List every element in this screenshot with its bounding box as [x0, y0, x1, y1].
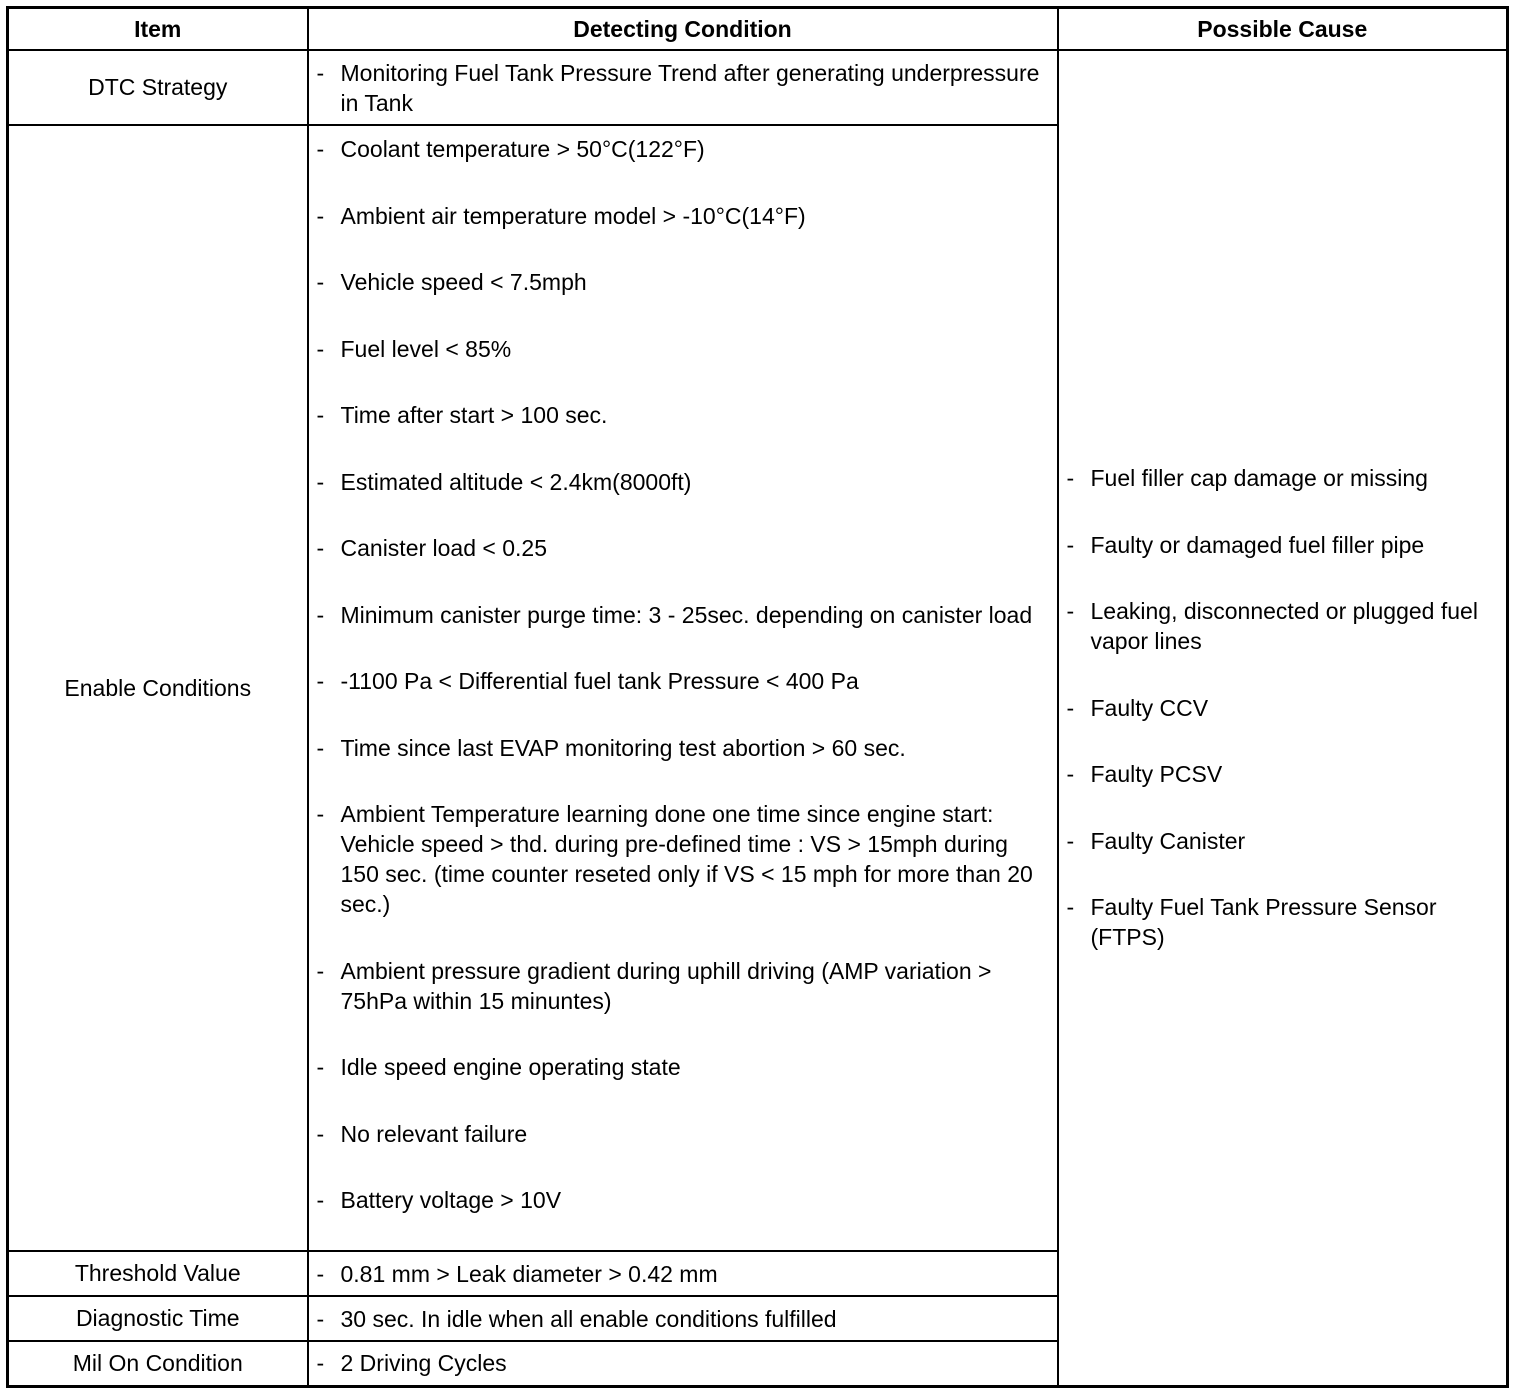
condition-item: - Ambient pressure gradient during uphill driving (AMP variation > 75hPa within 15 minuntes): [317, 956, 1051, 1016]
condition-item: - Vehicle speed < 7.5mph: [317, 267, 1051, 297]
condition-item: - No relevant failure: [317, 1119, 1051, 1149]
cause-item: - Faulty Fuel Tank Pressure Sensor (FTPS): [1067, 892, 1499, 952]
condition-item: - Fuel level < 85%: [317, 334, 1051, 364]
header-item: Item: [8, 8, 308, 51]
condition-threshold-value: [308, 1251, 1058, 1296]
cause-item: - Fuel filler cap damage or missing: [1067, 463, 1499, 493]
condition-item: - Battery voltage > 10V: [317, 1185, 1051, 1215]
header-detecting-condition: Detecting Condition: [308, 8, 1058, 51]
row-dtc-strategy: [8, 50, 1508, 125]
condition-item: - -1100 Pa < Differential fuel tank Pressure < 400 Pa: [317, 666, 1051, 696]
condition-diagnostic-time: [308, 1296, 1058, 1341]
condition-item: - Time since last EVAP monitoring test abortion > 60 sec.: [317, 733, 1051, 763]
item-dtc-strategy: DTC Strategy: [8, 50, 308, 125]
header-possible-cause: Possible Cause: [1058, 8, 1508, 51]
item-threshold-value: Threshold Value: [8, 1251, 308, 1296]
header-row: [8, 8, 1508, 51]
item-mil-on-condition: Mil On Condition: [8, 1341, 308, 1386]
condition-enable-conditions: [308, 125, 1058, 1251]
cause-item: - Leaking, disconnected or plugged fuel vapor lines: [1067, 596, 1499, 656]
condition-item: - Time after start > 100 sec.: [317, 400, 1051, 430]
condition-text: - Monitoring Fuel Tank Pressure Trend after generating underpressure in Tank: [317, 58, 1051, 118]
condition-mil-on-condition: [308, 1341, 1058, 1386]
condition-item: - Minimum canister purge time: 3 - 25sec. depending on canister load: [317, 600, 1051, 630]
condition-dtc-strategy: [308, 50, 1058, 125]
condition-text: - 30 sec. In idle when all enable conditions fulfilled: [317, 1304, 1051, 1334]
cause-item: - Faulty Canister: [1067, 826, 1499, 856]
condition-item: - Canister load < 0.25: [317, 533, 1051, 563]
cause-item: - Faulty CCV: [1067, 693, 1499, 723]
condition-item: - Idle speed engine operating state: [317, 1052, 1051, 1082]
dtc-table: [6, 6, 1509, 1388]
cause-item: - Faulty PCSV: [1067, 759, 1499, 789]
cause-item: - Faulty or damaged fuel filler pipe: [1067, 530, 1499, 560]
possible-cause-cell: [1058, 50, 1508, 1386]
item-enable-conditions: Enable Conditions: [8, 125, 308, 1251]
condition-text: - 0.81 mm > Leak diameter > 0.42 mm: [317, 1259, 1051, 1289]
condition-item: - Coolant temperature > 50°C(122°F): [317, 134, 1051, 164]
item-diagnostic-time: Diagnostic Time: [8, 1296, 308, 1341]
condition-text: - 2 Driving Cycles: [317, 1348, 1051, 1378]
condition-item: - Ambient Temperature learning done one time since engine start: Vehicle speed > thd. during pre-defined time : VS > 15mph during 150 sec. (time counter reseted only if VS < 15 mph for more than 20 sec.): [317, 799, 1051, 919]
condition-item: - Estimated altitude < 2.4km(8000ft): [317, 467, 1051, 497]
condition-item: - Ambient air temperature model > -10°C(14°F): [317, 201, 1051, 231]
